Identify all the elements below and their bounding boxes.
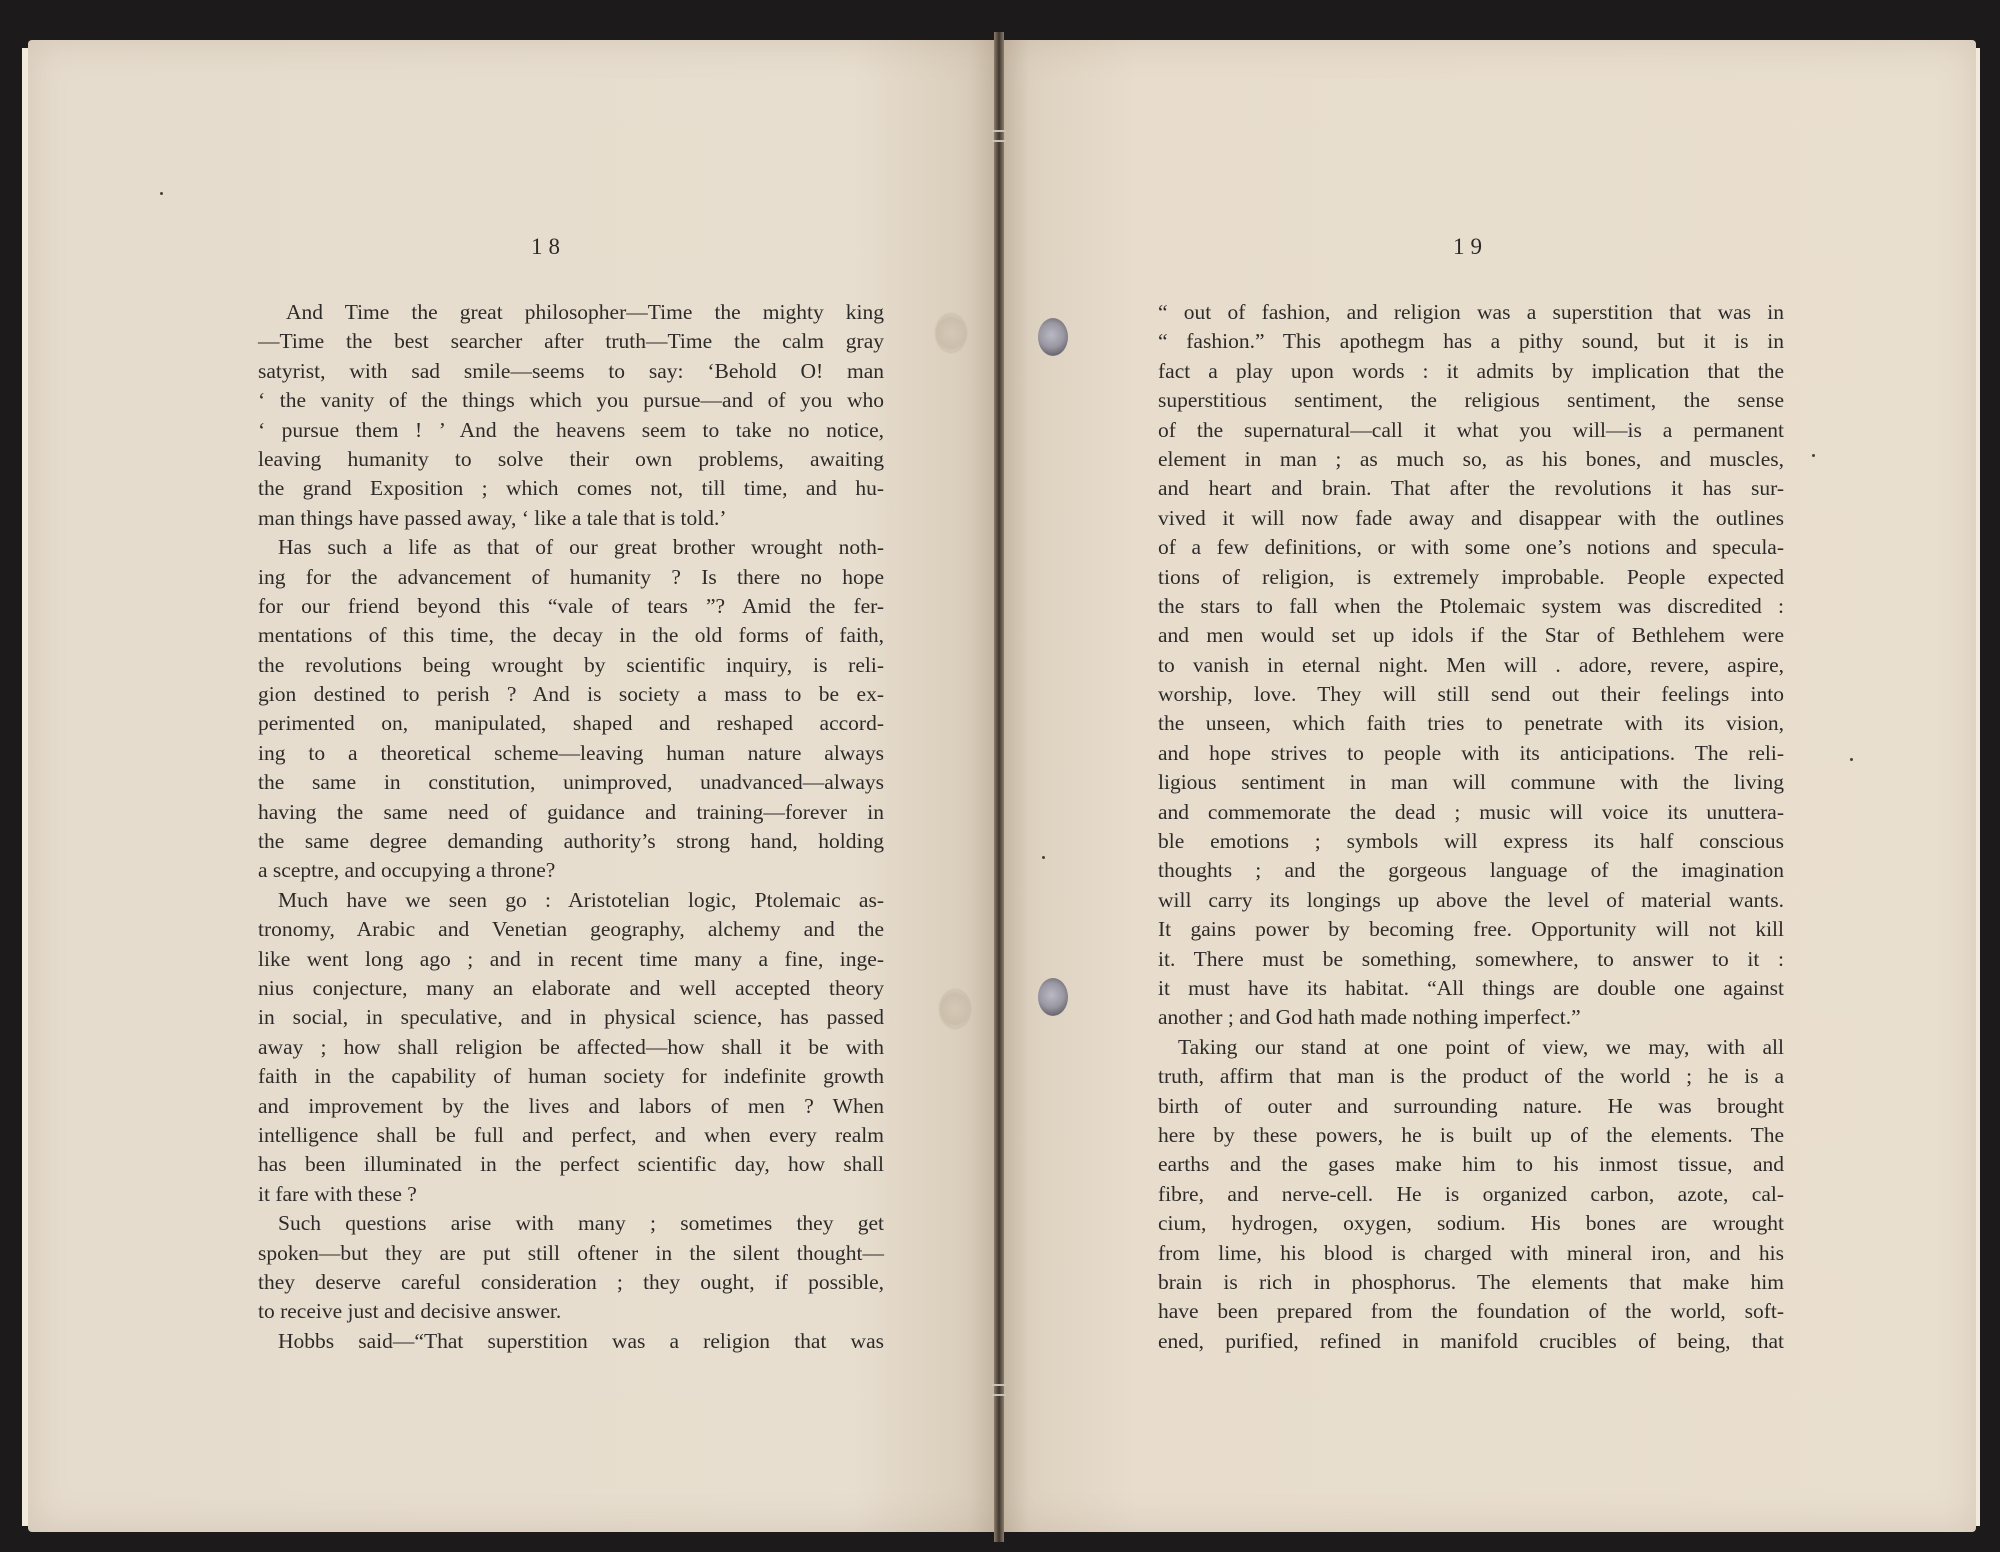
text-line: the same degree demanding authority’s strong hand, holding	[258, 829, 884, 854]
text-line: Taking our stand at one point of view, we may, with all	[1178, 1034, 1784, 1059]
text-line: faith in the capability of human society for indefinite growth	[258, 1064, 884, 1089]
text-line: perimented on, manipulated, shaped and reshaped accord-	[258, 711, 884, 736]
text-line: it must have its habitat. “All things are double one against	[1158, 975, 1784, 1000]
text-line: ble emotions ; symbols will express its half conscious	[1158, 829, 1784, 854]
text-line: to vanish in eternal night. Men will . adore, revere, aspire,	[1158, 652, 1784, 677]
right-page-text	[1158, 298, 1784, 1356]
text-line: man things have passed away, ‘ like a tale that is told.’	[258, 505, 727, 530]
text-line: leaving humanity to solve their own problems, awaiting	[258, 446, 884, 471]
text-line: “ out of fashion, and religion was a superstition that was in	[1158, 300, 1784, 324]
binding-stitch	[992, 1384, 1006, 1396]
text-line: cium, hydrogen, oxygen, sodium. His bones are wrought	[1158, 1211, 1784, 1236]
text-line: element in man ; as much so, as his bones, and muscles,	[1158, 446, 1784, 471]
text-line: gion destined to perish ? And is society a mass to be ex-	[258, 682, 884, 707]
text-line: vived it will now fade away and disappear with the outlines	[1158, 505, 1784, 530]
text-line: and heart and brain. That after the revolutions it has sur-	[1158, 476, 1784, 501]
text-line: it fare with these ?	[258, 1181, 417, 1206]
text-line: having the same need of guidance and training—forever in	[258, 799, 884, 824]
text-line: ing for the advancement of humanity ? Is there no hope	[258, 564, 884, 589]
left-page-text	[258, 298, 884, 1356]
text-line: fibre, and nerve-cell. He is organized carbon, azote, cal-	[1158, 1181, 1784, 1206]
text-line: birth of outer and surrounding nature. He was brought	[1158, 1093, 1784, 1118]
text-line: of a few definitions, or with some one’s notions and specula-	[1158, 535, 1784, 560]
paper-speck	[1850, 758, 1853, 761]
text-line: fact a play upon words : it admits by implication that the	[1158, 358, 1784, 383]
text-line: has been illuminated in the perfect scientific day, how shall	[258, 1152, 884, 1177]
text-line: ing to a theoretical scheme—leaving human nature always	[258, 740, 884, 765]
text-line: a sceptre, and occupying a throne?	[258, 858, 556, 883]
text-line: It gains power by becoming free. Opportunity will not kill	[1158, 917, 1784, 942]
paper-speck	[1042, 856, 1045, 859]
text-line: ‘ pursue them ! ’ And the heavens seem to take no notice,	[258, 417, 884, 442]
text-line: from lime, his blood is charged with mineral iron, and his	[1158, 1240, 1784, 1265]
text-line: mentations of this time, the decay in the old forms of faith,	[258, 623, 884, 648]
text-line: nius conjecture, many an elaborate and well accepted theory	[258, 975, 884, 1000]
text-line: for our friend beyond this “vale of tears ”? Amid the fer-	[258, 593, 884, 618]
text-line: brain is rich in phosphorus. The elements that make him	[1158, 1269, 1784, 1294]
text-line: and commemorate the dead ; music will voice its unuttera-	[1158, 799, 1784, 824]
text-line: ened, purified, refined in manifold crucibles of being, that	[1158, 1328, 1784, 1353]
text-line: thoughts ; and the gorgeous language of the imagination	[1158, 858, 1784, 883]
paper-speck	[160, 192, 163, 195]
text-line: in social, in speculative, and in physical science, has passed	[258, 1005, 884, 1030]
text-line: and men would set up idols if the Star of Bethlehem were	[1158, 623, 1784, 648]
text-line: And Time the great philosopher—Time the mighty king	[286, 300, 884, 324]
text-line: of the supernatural—call it what you will—is a permanent	[1158, 417, 1784, 442]
binding-hole	[1038, 978, 1068, 1016]
book-gutter	[994, 32, 1004, 1542]
binding-stitch	[992, 130, 1006, 142]
text-line: Has such a life as that of our great brother wrought noth-	[278, 535, 884, 560]
text-line: satyrist, with sad smile—seems to say: ‘Behold O! man	[258, 358, 884, 383]
text-line: it. There must be something, somewhere, to answer to it :	[1158, 946, 1784, 971]
text-line: the unseen, which faith tries to penetrate with its vision,	[1158, 711, 1784, 736]
binding-hole-mark	[940, 990, 970, 1028]
text-line: ‘ the vanity of the things which you pursue—and of you who	[258, 388, 884, 413]
text-line: the grand Exposition ; which comes not, till time, and hu-	[258, 476, 884, 501]
text-line: to receive just and decisive answer.	[258, 1299, 562, 1324]
text-line: —Time the best searcher after truth—Time the calm gray	[258, 329, 884, 354]
text-line: intelligence shall be full and perfect, and when every realm	[258, 1122, 884, 1147]
left-page	[28, 40, 998, 1532]
text-line: superstitious sentiment, the religious sentiment, the sense	[1158, 388, 1784, 413]
text-line: here by these powers, he is built up of the elements. The	[1158, 1122, 1784, 1147]
text-line: tronomy, Arabic and Venetian geography, alchemy and the	[258, 917, 884, 942]
text-line: another ; and God hath made nothing imperfect.”	[1158, 1005, 1581, 1030]
page-number-left: 18	[531, 234, 566, 259]
text-line: they deserve careful consideration ; they ought, if possible,	[258, 1269, 884, 1294]
binding-hole	[1038, 318, 1068, 356]
text-line: Hobbs said—“That superstition was a religion that was	[278, 1328, 884, 1353]
text-line: Such questions arise with many ; sometimes they get	[278, 1211, 884, 1236]
text-line: will carry its longings up above the level of material wants.	[1158, 887, 1784, 912]
text-line: and hope strives to people with its anticipations. The reli-	[1158, 740, 1784, 765]
text-line: truth, affirm that man is the product of the world ; he is a	[1158, 1064, 1784, 1089]
right-page	[1000, 40, 1976, 1532]
text-line: tions of religion, is extremely improbable. People expected	[1158, 564, 1784, 589]
page-number-right: 19	[1453, 234, 1488, 259]
text-line: the same in constitution, unimproved, unadvanced—always	[258, 770, 884, 795]
text-line: worship, love. They will still send out their feelings into	[1158, 682, 1784, 707]
text-line: spoken—but they are put still oftener in the silent thought—	[258, 1240, 884, 1265]
text-line: have been prepared from the foundation of the world, soft-	[1158, 1299, 1784, 1324]
text-line: “ fashion.” This apothegm has a pithy sound, but it is in	[1158, 329, 1784, 354]
binding-hole-mark	[936, 314, 966, 352]
text-line: like went long ago ; and in recent time many a fine, inge-	[258, 946, 884, 971]
text-line: the revolutions being wrought by scientific inquiry, is reli-	[258, 652, 884, 677]
text-line: Much have we seen go : Aristotelian logic, Ptolemaic as-	[278, 887, 884, 912]
text-line: away ; how shall religion be affected—how shall it be with	[258, 1034, 884, 1059]
text-line: the stars to fall when the Ptolemaic system was discredited :	[1158, 593, 1784, 618]
text-line: earths and the gases make him to his inmost tissue, and	[1158, 1152, 1784, 1177]
text-line: ligious sentiment in man will commune with the living	[1158, 770, 1784, 795]
paper-speck	[1812, 454, 1815, 457]
text-line: and improvement by the lives and labors of men ? When	[258, 1093, 884, 1118]
